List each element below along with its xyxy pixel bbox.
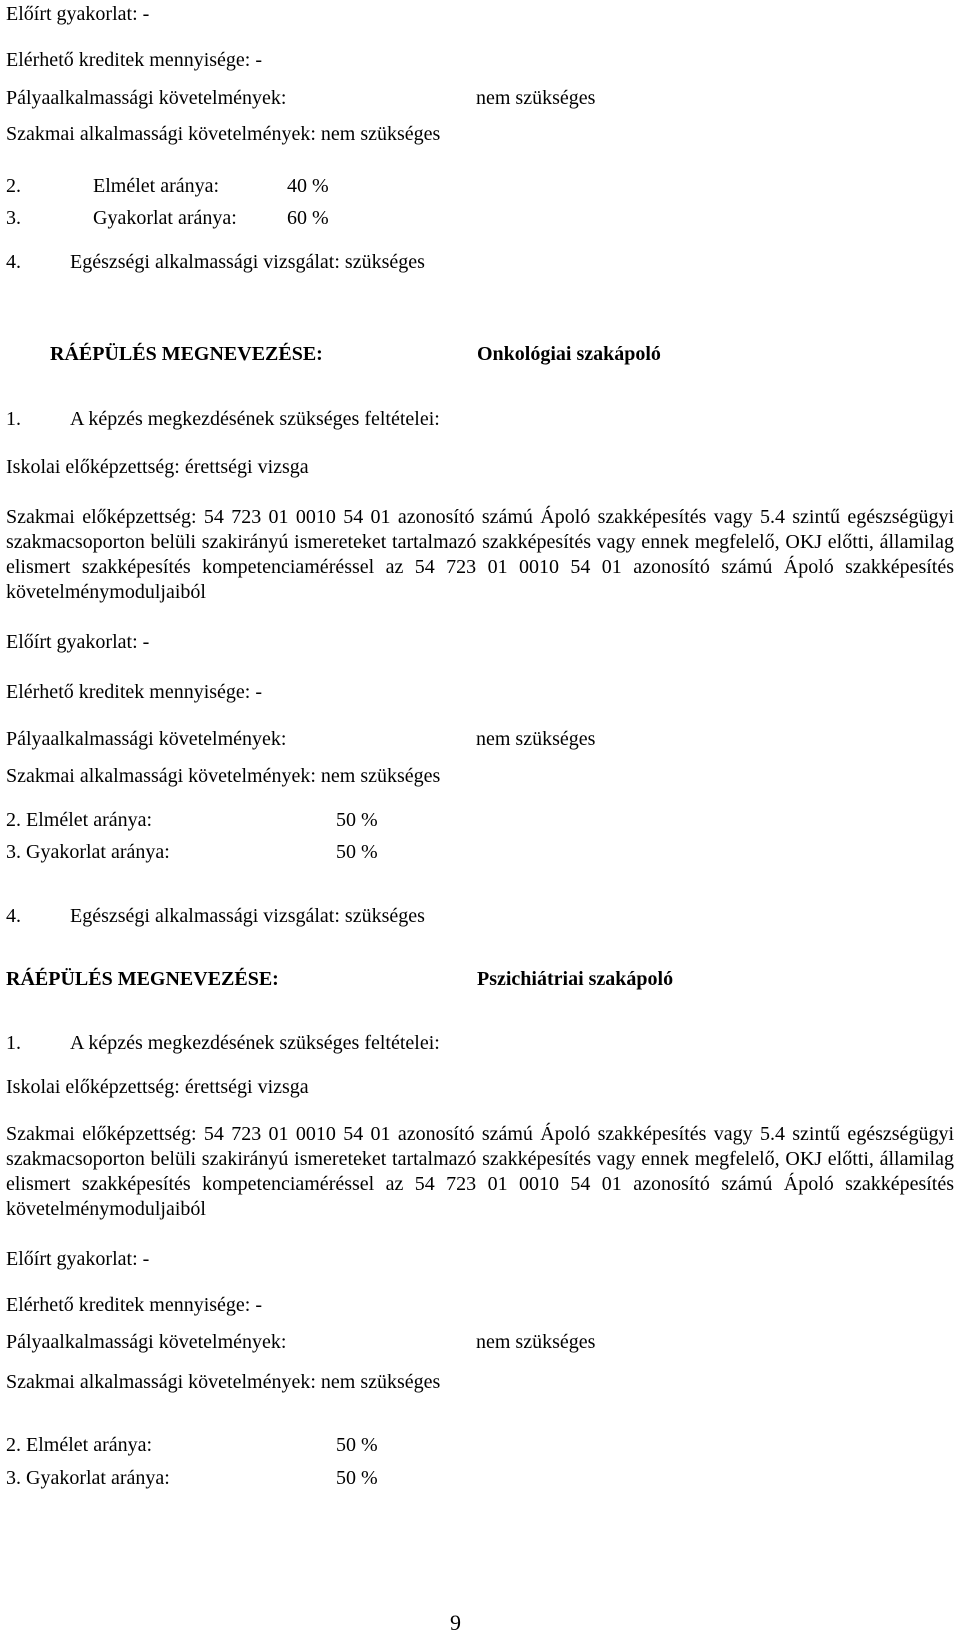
gyakorlat-label: 3. Gyakorlat aránya: [6, 841, 170, 863]
eloirt-gyakorlat: Előírt gyakorlat: - [6, 1248, 150, 1270]
eloirt-gyakorlat: Előírt gyakorlat: - [6, 631, 150, 653]
iskolai-elokepzettseg: Iskolai előképzettség: érettségi vizsga [6, 1076, 309, 1098]
elmelet-label: 2. Elmélet aránya: [6, 809, 153, 831]
palyaalkalmassagi-label: Pályaalkalmassági követelmények: [6, 87, 287, 109]
gyakorlat-label: 3. Gyakorlat aránya: [6, 1467, 170, 1489]
page-number: 9 [450, 1610, 461, 1635]
raepules-value: Pszichiátriai szakápoló [477, 968, 674, 990]
szakmai-elokepzettseg: Szakmai előképzettség: 54 723 01 0010 54 01 azonosító számú Ápoló szakképesítés vagy 5.4 szintű egészségügyi szakmacsoporton belüli szakirányú ismereteket tartalmazó szakképesítés vagy ennek megfelelő, OKJ előtti, államilag elismert szakképesítés kompetenciaméréssel az 54 723 01 0010 54 01 azonosító számú Ápoló szakképesítés követelménymoduljaiból [6, 506, 954, 603]
feltetelek-num: 1. [6, 1032, 21, 1054]
egeszsegi-vizsgalat: Egészségi alkalmassági vizsgálat: szükséges [70, 905, 425, 927]
kreditek: Elérhető kreditek mennyisége: - [6, 1294, 263, 1316]
szakmai-alkalmassagi: Szakmai alkalmassági követelmények: nem szükséges [6, 765, 441, 787]
palyaalkalmassagi-label: Pályaalkalmassági követelmények: [6, 728, 287, 750]
elmelet-value: 50 % [336, 809, 378, 831]
elmelet-label: Elmélet aránya: [93, 175, 220, 197]
elmelet-value: 50 % [336, 1434, 378, 1456]
gyakorlat-value: 50 % [336, 841, 378, 863]
gyakorlat-num: 3. [6, 207, 21, 229]
raepules-label: RÁÉPÜLÉS MEGNEVEZÉSE: [50, 343, 323, 365]
szakmai-elokepzettseg: Szakmai előképzettség: 54 723 01 0010 54 01 azonosító számú Ápoló szakképesítés vagy 5.4 szintű egészségügyi szakmacsoporton belüli szakirányú ismereteket tartalmazó szakképesítés vagy ennek megfelelő, OKJ előtti, államilag elismert szakképesítés kompetenciaméréssel az 54 723 01 0010 54 01 azonosító számú Ápoló szakképesítés követelménymoduljaiból [6, 1123, 954, 1220]
elmelet-value: 40 % [287, 175, 329, 197]
feltetelek: A képzés megkezdésének szükséges feltételei: [70, 408, 440, 430]
gyakorlat-value: 60 % [287, 207, 329, 229]
gyakorlat-label: Gyakorlat aránya: [93, 207, 237, 229]
kreditek: Elérhető kreditek mennyisége: - [6, 49, 263, 71]
egeszsegi-num: 4. [6, 251, 21, 273]
palyaalkalmassagi-value: nem szükséges [476, 87, 596, 109]
kreditek: Elérhető kreditek mennyisége: - [6, 681, 263, 703]
szakmai-alkalmassagi: Szakmai alkalmassági követelmények: nem szükséges [6, 123, 441, 145]
gyakorlat-value: 50 % [336, 1467, 378, 1489]
feltetelek-num: 1. [6, 408, 21, 430]
elmelet-label: 2. Elmélet aránya: [6, 1434, 153, 1456]
egeszsegi-num: 4. [6, 905, 21, 927]
raepules-value: Onkológiai szakápoló [477, 343, 661, 365]
eloirt-gyakorlat: Előírt gyakorlat: - [6, 3, 150, 25]
palyaalkalmassagi-label: Pályaalkalmassági követelmények: [6, 1331, 287, 1353]
iskolai-elokepzettseg: Iskolai előképzettség: érettségi vizsga [6, 456, 309, 478]
feltetelek: A képzés megkezdésének szükséges feltételei: [70, 1032, 440, 1054]
raepules-label: RÁÉPÜLÉS MEGNEVEZÉSE: [6, 968, 279, 990]
palyaalkalmassagi-value: nem szükséges [476, 728, 596, 750]
palyaalkalmassagi-value: nem szükséges [476, 1331, 596, 1353]
szakmai-alkalmassagi: Szakmai alkalmassági követelmények: nem szükséges [6, 1371, 441, 1393]
elmelet-num: 2. [6, 175, 21, 197]
egeszsegi-vizsgalat: Egészségi alkalmassági vizsgálat: szükséges [70, 251, 425, 273]
